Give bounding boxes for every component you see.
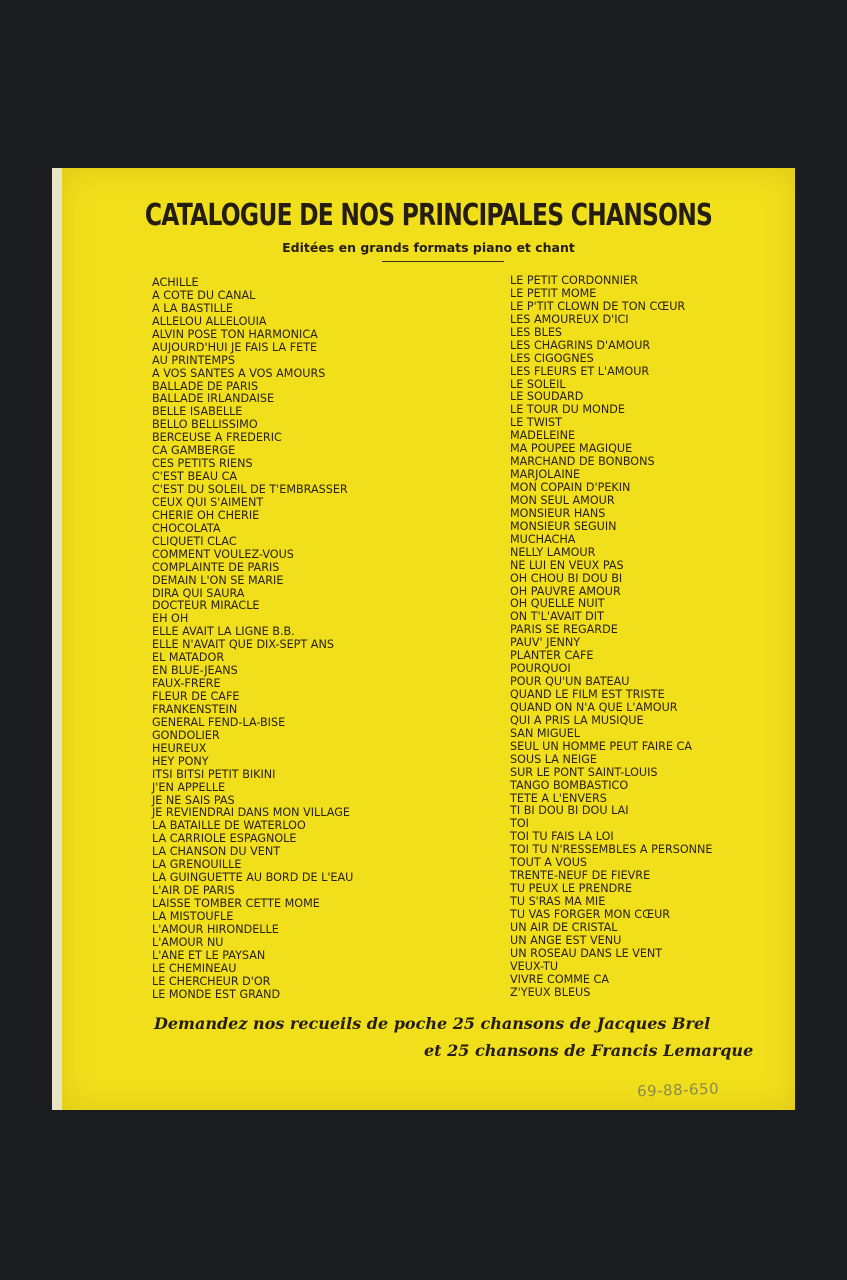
song-title: OH QUELLE NUIT [510,597,605,611]
song-title: PARIS SE REGARDE [510,623,618,637]
song-title: MA POUPEE MAGIQUE [510,442,633,456]
song-title: JE REVIENDRAI DANS MON VILLAGE [152,806,350,820]
song-title: TU PEUX LE PRENDRE [510,882,633,896]
song-title: L'ANE ET LE PAYSAN [152,948,266,962]
song-title: LE SOLEIL [510,377,566,391]
song-title: VEUX-TU [510,959,559,973]
song-title: LE PETIT MOME [510,286,597,300]
song-title: CLIQUETI CLAC [152,534,237,548]
song-title: FRANKENSTEIN [152,702,238,716]
song-title: TU VAS FORGER MON CŒUR [510,907,671,921]
song-title: L'AIR DE PARIS [152,884,235,898]
song-title: LA MISTOUFLE [152,909,234,923]
song-title: ACHILLE [152,276,199,289]
song-title: LA GRENOUILLE [152,858,242,872]
song-title: J'EN APPELLE [152,780,226,794]
song-title: TOI TU N'RESSEMBLES A PERSONNE [510,843,713,857]
footer-line-1: Demandez nos recueils de poche 25 chansons de Jacques Brel [154,1014,711,1033]
song-title: UN AIR DE CRISTAL [510,920,618,934]
song-title: OH PAUVRE AMOUR [510,584,621,598]
song-title: C'EST DU SOLEIL DE T'EMBRASSER [152,483,348,496]
song-title: TI BI DOU BI DOU LAI [510,804,629,818]
song-title: CHERIE OH CHERIE [152,508,260,522]
song-title: LE CHERCHEUR D'OR [152,974,271,988]
song-title: C'EST BEAU CA [152,470,238,484]
song-title: LA CARRIOLE ESPAGNOLE [152,832,297,846]
song-title: SOUS LA NEIGE [510,752,597,766]
song-title: COMPLAINTE DE PARIS [152,560,280,574]
song-title: PLANTER CAFE [510,649,594,663]
song-title: MADELEINE [510,429,576,443]
song-title: GENERAL FEND-LA-BISE [152,715,286,729]
song-title: AU PRINTEMPS [152,353,235,367]
song-title: TOI [510,817,529,831]
song-title: TETE A L'ENVERS [510,791,607,805]
song-title: QUI A PRIS LA MUSIQUE [510,713,644,727]
song-title: LE P'TIT CLOWN DE TON CŒUR [510,299,686,313]
song-title: MONSIEUR SEGUIN [510,519,617,533]
song-title: OH CHOU BI DOU BI [510,571,623,585]
catalogue-sheet [62,168,795,1110]
song-title: TOUT A VOUS [510,856,587,870]
song-title: A VOS SANTES A VOS AMOURS [152,366,326,380]
song-title: CEUX QUI S'AIMENT [152,495,264,509]
song-title: POUR QU'UN BATEAU [510,675,630,689]
song-list-right [510,275,712,1000]
song-title: LE PETIT CORDONNIER [510,274,638,287]
song-title: NELLY LAMOUR [510,545,596,559]
catalogue-subtitle: Editées en grands formats piano et chant [282,240,575,255]
song-title: ITSI BITSI PETIT BIKINI [152,767,276,781]
song-title: A COTE DU CANAL [152,288,256,302]
song-title: LES AMOUREUX D'ICI [510,312,629,326]
song-title: L'AMOUR HIRONDELLE [152,922,279,936]
song-title: FLEUR DE CAFE [152,690,240,703]
song-title: MUCHACHA [510,532,576,546]
song-title: BELLO BELLISSIMO [152,418,258,432]
song-title: ELLE N'AVAIT QUE DIX-SEPT ANS [152,638,334,652]
song-title: LES BLES [510,325,563,339]
song-title: LE TOUR DU MONDE [510,403,625,417]
footer-line-2: et 25 chansons de Francis Lemarque [424,1041,754,1060]
song-title: QUAND LE FILM EST TRISTE [510,688,665,701]
song-title: ON T'L'AVAIT DIT [510,610,604,624]
song-title: A LA BASTILLE [152,301,234,315]
song-title: MARCHAND DE BONBONS [510,455,655,469]
song-title: JE NE SAIS PAS [152,793,235,807]
song-title: UN ROSEAU DANS LE VENT [510,946,663,960]
song-title: TANGO BOMBASTICO [510,778,629,792]
song-title: SUR LE PONT SAINT-LOUIS [510,765,658,779]
song-title: AUJOURD'HUI JE FAIS LA FETE [152,340,318,354]
song-title: LES CIGOGNES [510,351,594,365]
song-title: LE CHEMINEAU [152,961,237,975]
song-title: UN ANGE EST VENU [510,933,622,947]
song-title: L'AMOUR NU [152,935,224,949]
song-title: DOCTEUR MIRACLE [152,599,260,613]
song-title: LE MONDE EST GRAND [152,987,281,1001]
song-title: ELLE AVAIT LA LIGNE B.B. [152,625,295,639]
catalogue-title: CATALOGUE DE NOS PRINCIPALES CHANSONS [144,198,713,233]
song-title: QUAND ON N'A QUE L'AMOUR [510,700,678,714]
song-title: CHOCOLATA [152,521,221,535]
song-title: LA BATAILLE DE WATERLOO [152,819,306,833]
song-title: MARJOLAINE [510,468,581,482]
song-title: MON COPAIN D'PEKIN [510,481,631,494]
song-title: DIRA QUI SAURA [152,586,245,600]
song-title: Z'YEUX BLEUS [510,985,591,999]
song-title: BERCEUSE A FREDERIC [152,431,282,445]
song-title: EN BLUE-JEANS [152,664,238,678]
song-list-left [152,277,353,1002]
song-title: HEY PONY [152,754,209,768]
song-title: BELLE ISABELLE [152,405,243,419]
song-title: LA CHANSON DU VENT [152,845,281,859]
song-title: CA GAMBERGE [152,444,236,458]
song-title: SEUL UN HOMME PEUT FAIRE CA [510,739,693,753]
song-title: CES PETITS RIENS [152,457,253,471]
song-title: ALVIN POSE TON HARMONICA [152,327,318,341]
song-title: FAUX-FRERE [152,677,221,691]
song-title: MON SEUL AMOUR [510,493,615,507]
song-title: BALLADE DE PARIS [152,379,259,393]
song-title: MONSIEUR HANS [510,506,606,520]
song-title: TU S'RAS MA MIE [510,895,606,908]
song-title: ALLELOU ALLELOUIA [152,314,267,328]
song-title: VIVRE COMME CA [510,972,610,986]
handwritten-reference: 69-88-650 [636,1079,720,1101]
song-title: EH OH [152,612,189,626]
song-title: BALLADE IRLANDAISE [152,392,275,406]
song-title: TOI TU FAIS LA LOI [510,830,614,844]
song-title: PAUV' JENNY [510,636,581,650]
song-title: DEMAIN L'ON SE MARIE [152,573,284,587]
song-title: COMMENT VOULEZ-VOUS [152,547,294,561]
song-title: HEUREUX [152,741,207,755]
song-title: LE TWIST [510,416,562,430]
song-title: GONDOLIER [152,728,220,742]
song-title: POURQUOI [510,662,571,676]
song-title: LAISSE TOMBER CETTE MOME [152,897,320,910]
title-divider [382,261,504,262]
song-title: LE SOUDARD [510,390,584,404]
song-title: LA GUINGUETTE AU BORD DE L'EAU [152,871,354,885]
song-title: NE LUI EN VEUX PAS [510,558,624,572]
song-title: EL MATADOR [152,651,225,665]
song-title: LES FLEURS ET L'AMOUR [510,364,650,378]
song-title: TRENTE-NEUF DE FIEVRE [510,869,651,883]
song-title: LES CHAGRINS D'AMOUR [510,338,651,352]
song-title: SAN MIGUEL [510,726,580,740]
